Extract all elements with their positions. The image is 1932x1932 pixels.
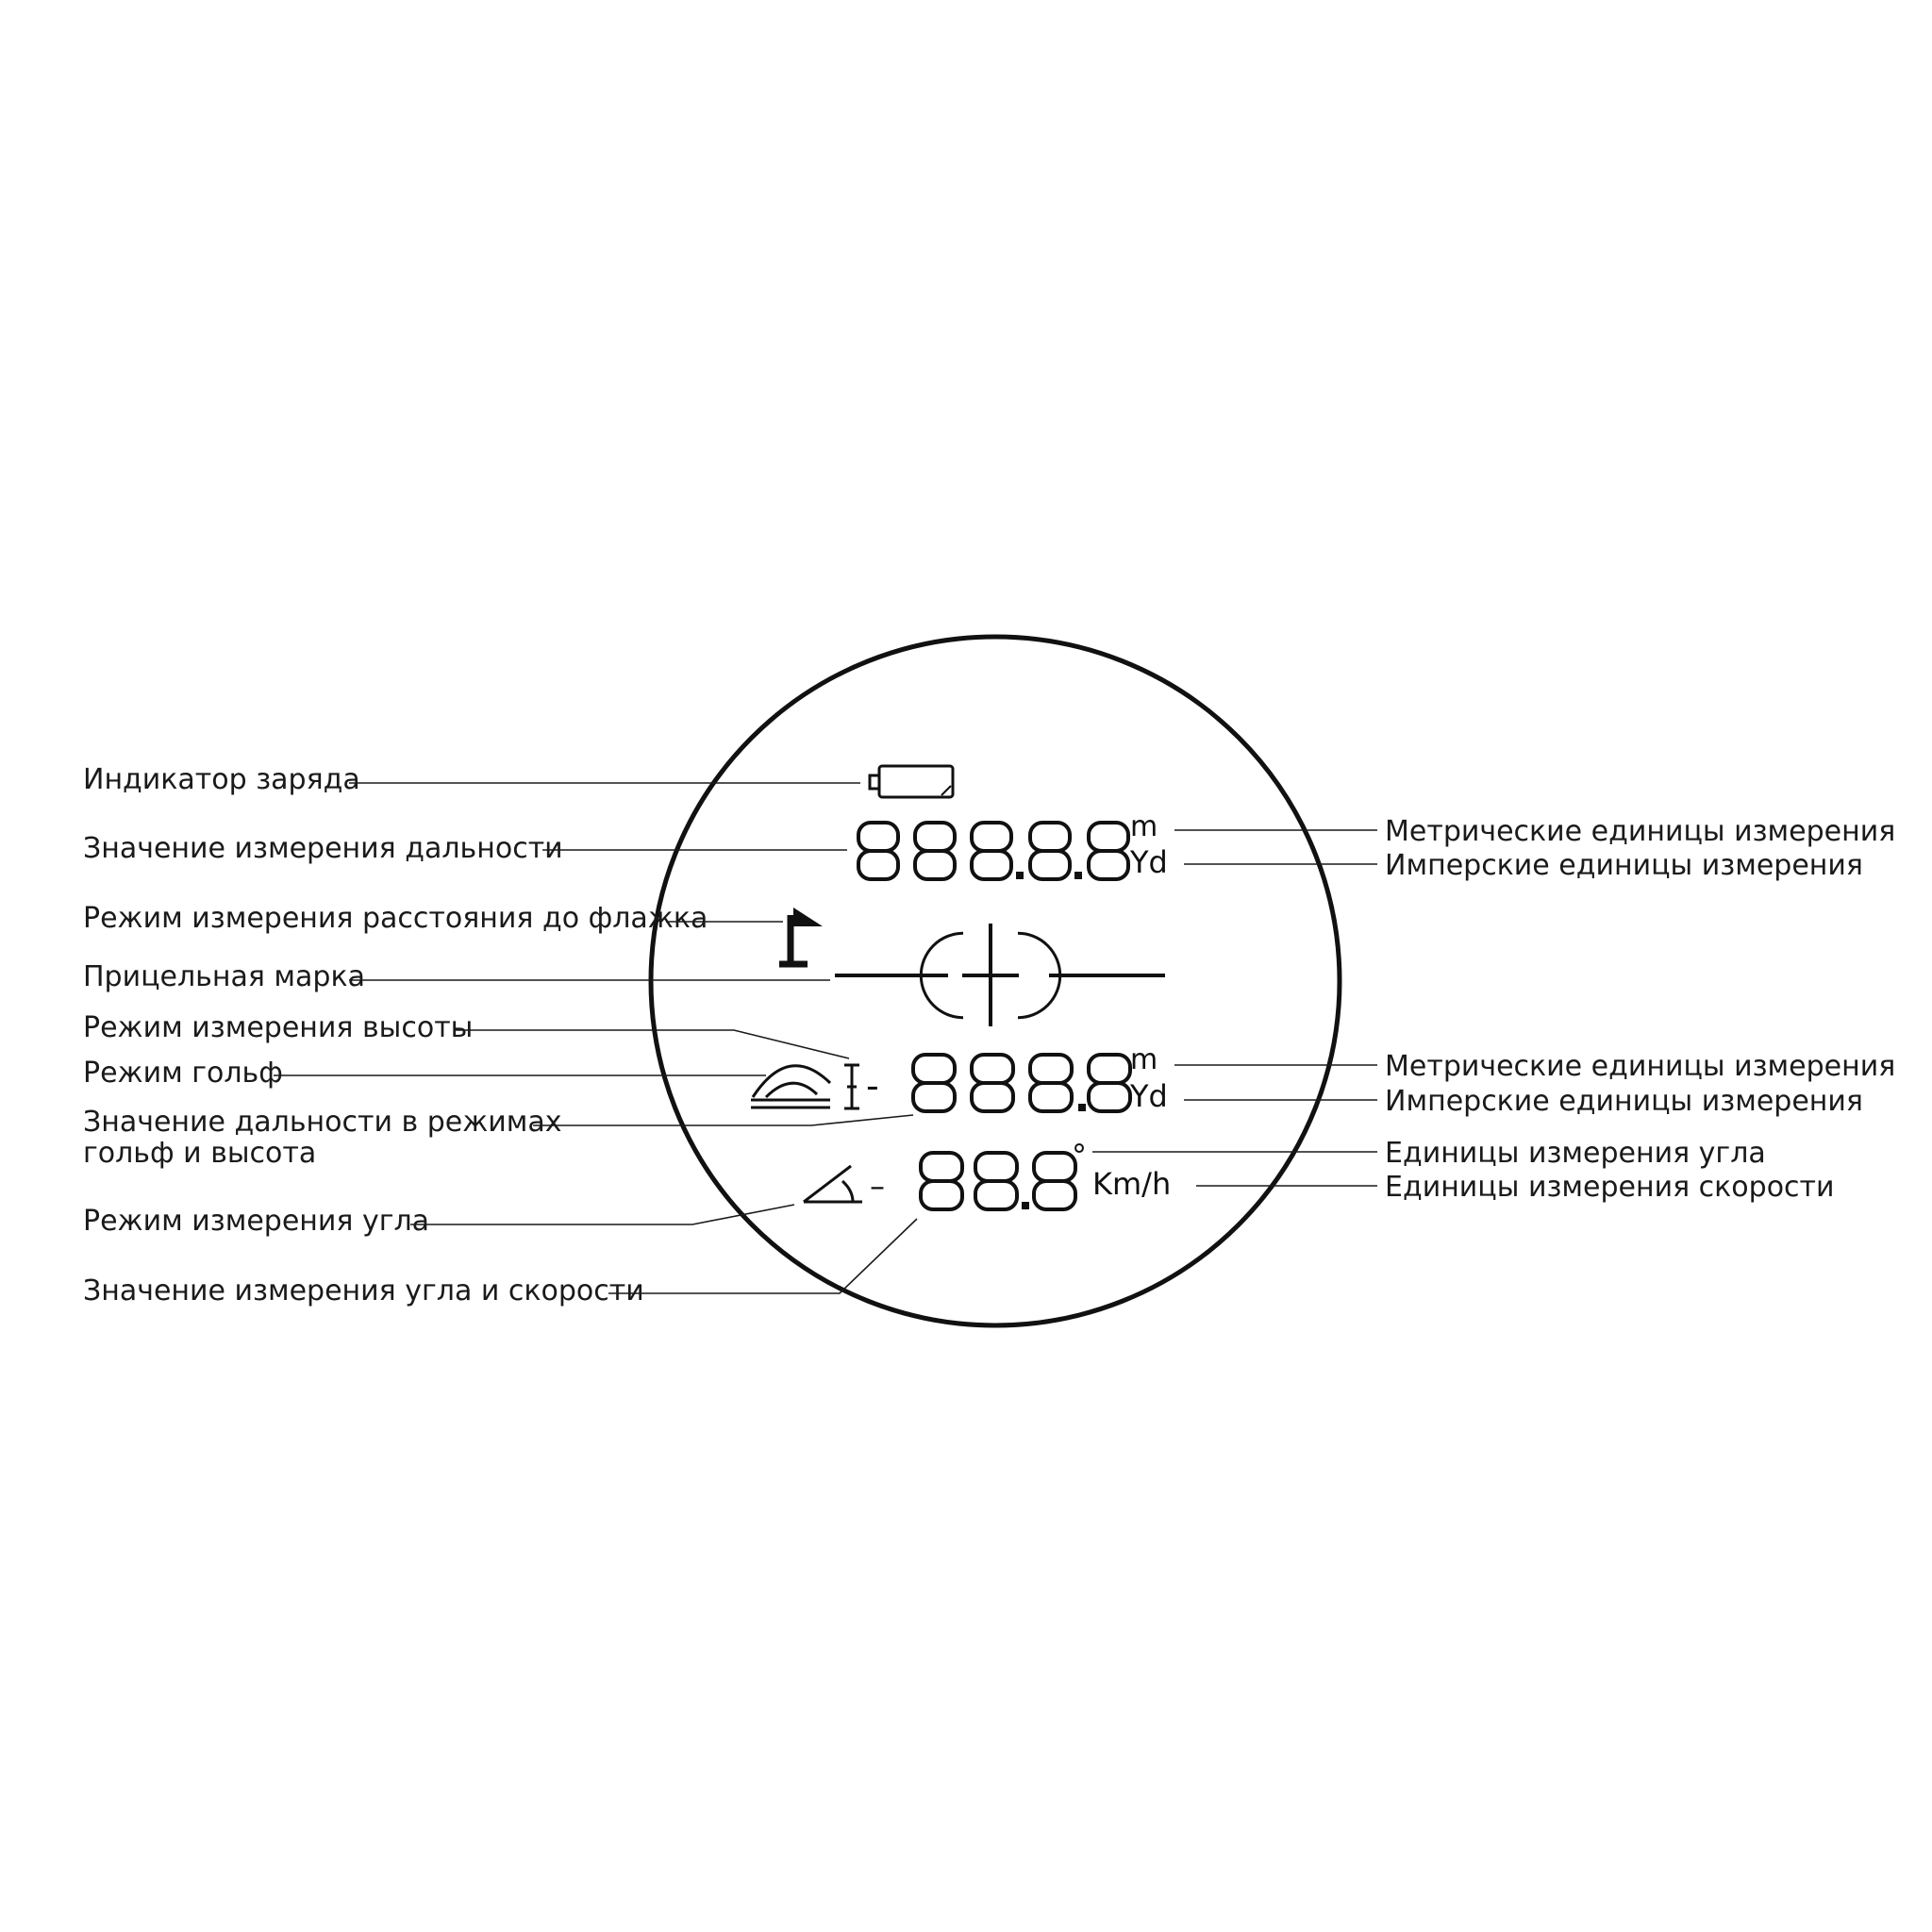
digit-3 [1030, 1055, 1072, 1111]
digit-4 [1089, 1055, 1130, 1111]
label-metric-mid: Метрические единицы измерения [1385, 1050, 1896, 1083]
label-imperial-mid: Имперские единицы измерения [1385, 1085, 1863, 1118]
battery-icon [870, 766, 953, 797]
label-distance-value: Значение измерения дальности [83, 832, 563, 865]
label-golf-mode: Режим гольф [83, 1057, 283, 1090]
distance-readout [858, 823, 1128, 879]
unit-kmh: Km/h [1092, 1166, 1172, 1202]
minus-sign-bottom: – [870, 1168, 885, 1204]
minus-sign-mid: - [866, 1065, 879, 1107]
label-metric-top: Метрические единицы измерения [1385, 815, 1896, 848]
reticle-crosshair [835, 924, 1165, 1026]
digit-1 [921, 1153, 962, 1209]
digit-1 [858, 823, 898, 879]
label-imperial-top: Имперские единицы измерения [1385, 849, 1863, 882]
unit-yd-top: Yd [1130, 844, 1168, 880]
decimal-point-1 [1016, 872, 1024, 879]
digit-2 [975, 1153, 1017, 1209]
label-angle-mode: Режим измерения угла [83, 1205, 430, 1238]
digit-1 [913, 1055, 955, 1111]
label-battery: Индикатор заряда [83, 763, 360, 796]
height-mode-icon [844, 1065, 859, 1108]
unit-m-mid: m [1130, 1043, 1158, 1076]
flag-icon [779, 908, 823, 964]
leader-golf-height-value [533, 1115, 913, 1125]
unit-m-top: m [1130, 810, 1158, 843]
leader-height-mode [456, 1030, 849, 1058]
unit-yd-mid: Yd [1130, 1078, 1168, 1114]
leader-angle-speed-value [608, 1219, 917, 1293]
digit-2 [915, 823, 955, 879]
decimal-point-2 [1074, 872, 1082, 879]
angle-speed-readout [921, 1153, 1075, 1209]
label-reticle: Прицельная марка [83, 960, 365, 993]
label-golf-height-value-2: гольф и высота [83, 1137, 317, 1170]
angle-mode-icon [804, 1166, 862, 1202]
eyepiece-circle [651, 637, 1340, 1325]
digit-3 [1034, 1153, 1075, 1209]
label-angle-speed-value: Значение измерения угла и скорости [83, 1274, 644, 1307]
golf-height-readout [913, 1055, 1130, 1111]
label-speed-units: Единицы измерения скорости [1385, 1171, 1835, 1204]
label-angle-units: Единицы измерения угла [1385, 1137, 1766, 1170]
label-golf-height-value-1: Значение дальности в режимах [83, 1106, 562, 1139]
label-flag-mode: Режим измерения расстояния до флажка [83, 902, 708, 935]
digit-2 [972, 1055, 1013, 1111]
digit-4 [1030, 823, 1070, 879]
golf-mode-icon [751, 1066, 830, 1108]
decimal-point-mid [1078, 1104, 1086, 1111]
label-height-mode: Режим измерения высоты [83, 1011, 474, 1044]
digit-5 [1089, 823, 1128, 879]
unit-degree: ° [1072, 1138, 1087, 1174]
decimal-point-bottom [1022, 1202, 1029, 1209]
digit-3 [972, 823, 1011, 879]
